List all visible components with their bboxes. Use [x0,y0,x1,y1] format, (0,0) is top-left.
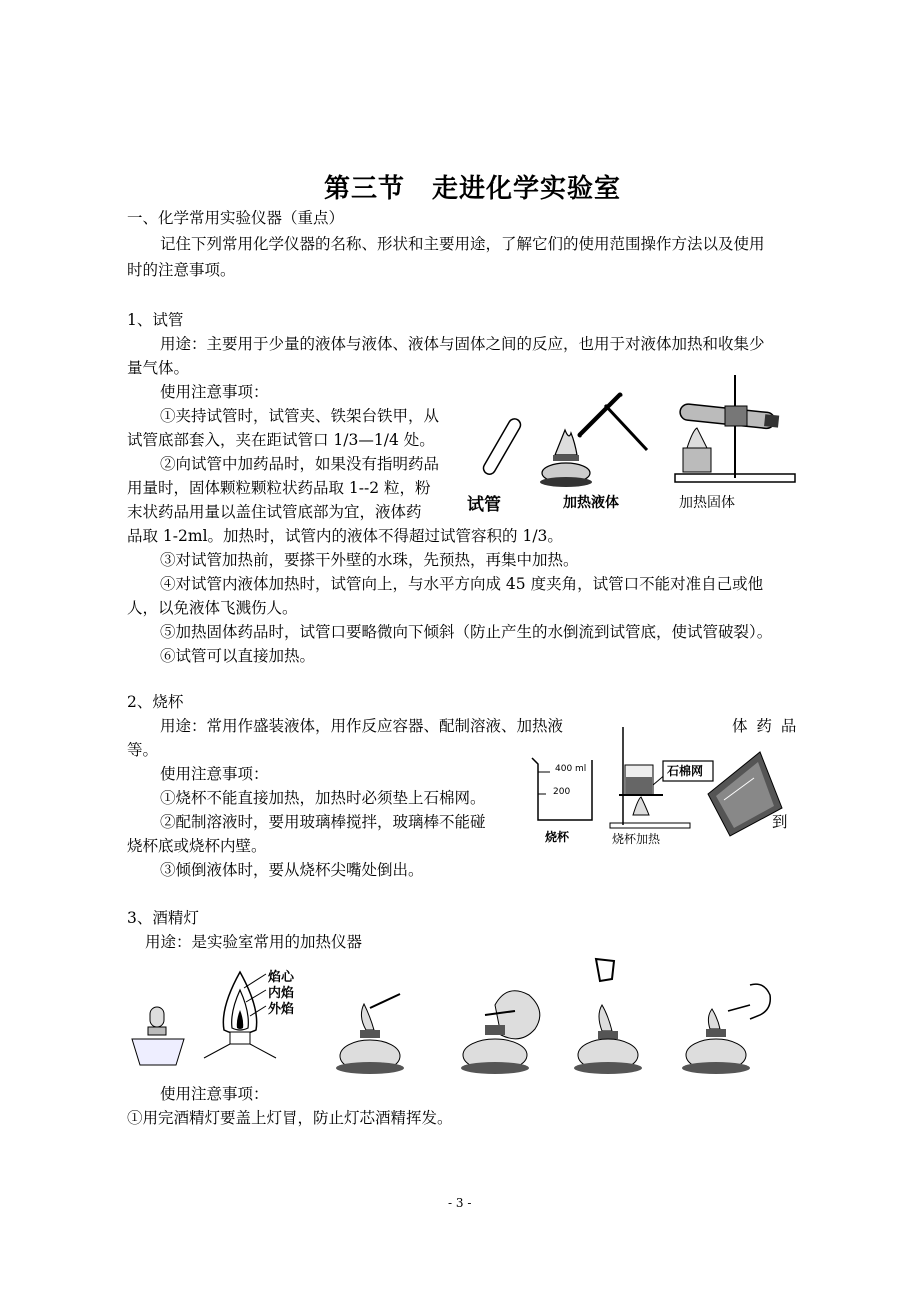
note-4: ④对试管内液体加热时，试管向上，与水平方向成 45 度夹角，试管口不能对准自己或他 [160,575,764,593]
label-outer-flame: 外焰 [268,1002,295,1017]
gauze-label: 石棉网 [667,764,704,778]
intro-text: 记住下列常用化学仪器的名称、形状和主要用途，了解它们的使用范围操作方法以及使用 [160,235,765,253]
label-flame-core: 焰心 [268,970,295,985]
lamp-heading: 3、酒精灯 [127,909,199,927]
notes-heading: 使用注意事项： [160,765,269,783]
note-3: ③对试管加热前，要搽干外壁的水珠，先预热，再集中加热。 [160,551,579,569]
beaker-note-2-tail: 到 [772,813,788,831]
test-tube-illustration [470,410,530,490]
caption-beaker-heating: 烧杯加热 [612,832,661,846]
caption-heating-solid: 加热固体 [679,495,735,511]
beaker-note-2: ②配制溶液时，要用玻璃棒搅拌，玻璃棒不能碰 [160,813,486,831]
heating-liquid-illustration [535,385,655,490]
heating-solid-illustration [665,370,795,490]
test-tube-heading: 1、试管 [127,311,184,329]
notes-heading: 使用注意事项： [160,1085,269,1103]
note-5: ⑤加热固体药品时，试管口要略微向下倾斜（防止产生的水倒流到试管底，使试管破裂）。 [160,623,773,641]
caption-test-tube: 试管 [467,495,501,515]
alcohol-lamp-illustration [128,1005,188,1070]
caption-heating-liquid: 加热液体 [563,495,619,511]
caption-beaker: 烧杯 [545,830,570,844]
lamp-blowing-illustration [680,975,780,1080]
test-tube-use: 用途：主要用于少量的液体与液体、液体与固体之间的反应，也用于对液体加热和收集少 [160,335,765,353]
beaker-note-3: ③倾倒液体时，要从烧杯尖嘴处倒出。 [160,861,424,879]
beaker-use: 用途：常用作盛装液体，用作反应容器、配制溶液、加热液 [160,717,564,735]
note-2: 末状药品用量以盖住试管底部为宜，液体药 [127,503,422,521]
beaker-note-2: 烧杯底或烧杯内壁。 [127,837,267,855]
beaker-scale-400: 400 ml [555,764,587,774]
page-number: - 3 - [448,1196,472,1210]
lamp-note-1: ①用完酒精灯要盖上灯冒，防止灯芯酒精挥发。 [127,1109,453,1127]
test-tube-use: 量气体。 [127,359,190,377]
lamp-lighting-illustration [330,990,410,1080]
pouring-beaker-illustration [704,748,784,838]
note-4: 人，以免液体飞溅伤人。 [127,599,298,617]
intro-text: 时的注意事项。 [127,261,236,279]
note-6: ⑥试管可以直接加热。 [160,647,316,665]
page-title: 第三节 走进化学实验室 [324,174,622,204]
lamp-cap-illustration [570,955,650,1080]
lamp-use: 用途：是实验室常用的加热仪器 [145,933,363,951]
note-2: 品取 1-2ml。加热时，试管内的液体不得超过试管容积的 1/3。 [127,527,563,545]
section-heading: 一、化学常用实验仪器（重点） [127,209,345,227]
beaker-use: 等。 [127,741,159,759]
notes-heading: 使用注意事项： [160,383,269,401]
beaker-note-1: ①烧杯不能直接加热，加热时必须垫上石棉网。 [160,789,486,807]
beaker-use-tail: 体 药 品 [732,717,799,735]
note-2: ②向试管中加药品时，如果没有指明药品 [160,455,440,473]
note-1: ①夹持试管时，试管夹、铁架台铁甲，从 [160,407,440,425]
beaker-scale-200: 200 [553,787,571,797]
label-inner-flame: 内焰 [268,986,295,1001]
note-2: 用量时，固体颗粒颗粒状药品取 1--2 粒，粉 [127,479,431,497]
note-1: 试管底部套入，夹在距试管口 1/3—1/4 处。 [127,431,435,449]
lamp-wrong-lighting-illustration [455,975,555,1080]
beaker-heading: 2、烧杯 [127,693,184,711]
